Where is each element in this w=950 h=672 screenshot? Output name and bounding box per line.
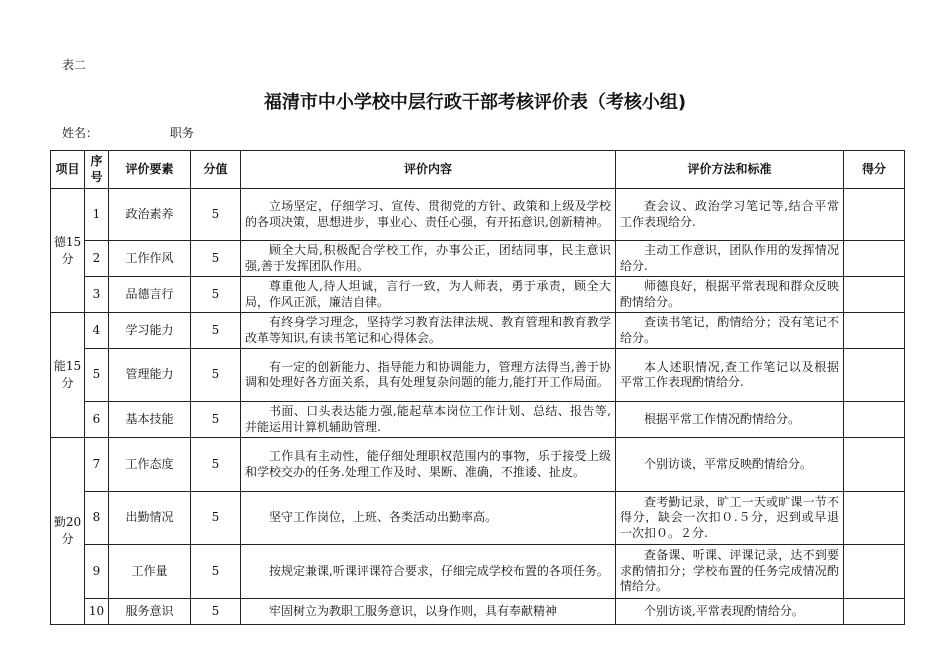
method-cell: 查备课、听课、评课记录，达不到要求酌情扣分；学校布置的任务完成情况酌情给分。 xyxy=(616,545,844,599)
evaluation-table xyxy=(50,150,905,625)
element-cell: 政治素养 xyxy=(109,189,191,241)
table-row xyxy=(51,438,905,492)
content-cell: 立场坚定，仔细学习、宣传、贯彻党的方针、政策和上级及学校的各项决策，思想进步，事业心、责任心强，有开拓意识,创新精神。 xyxy=(241,189,616,241)
seq-cell: 2 xyxy=(85,241,109,277)
table-label: 表二 xyxy=(62,58,87,72)
group-cell-neng: 能15分 xyxy=(51,313,85,438)
seq-cell: 4 xyxy=(85,313,109,349)
seq-cell: 8 xyxy=(85,492,109,545)
page-title: 福清市中小学校中层行政干部考核评价表（考核小组) xyxy=(263,92,687,113)
result-cell[interactable] xyxy=(844,241,905,277)
result-cell[interactable] xyxy=(844,189,905,241)
table-row xyxy=(51,599,905,625)
content-cell: 按规定兼课,听课评课符合要求，仔细完成学校布置的各项任务。 xyxy=(241,545,616,599)
element-cell: 出勤情况 xyxy=(109,492,191,545)
header-seq: 序号 xyxy=(85,151,109,189)
name-label: 姓名： xyxy=(62,126,99,140)
method-cell: 本人述职情况,查工作笔记以及根据平常工作表现酌情给分. xyxy=(616,349,844,402)
header-method: 评价方法和标准 xyxy=(616,151,844,189)
content-cell: 工作具有主动性，能仔细处理职权范围内的事物，乐于接受上级和学校交办的任务.处理工作及时、果断、准确，不推诿、扯皮。 xyxy=(241,438,616,492)
content-cell: 坚守工作岗位，上班、各类活动出勤率高。 xyxy=(241,492,616,545)
table-row xyxy=(51,277,905,313)
table-row xyxy=(51,313,905,349)
score-cell: 5 xyxy=(191,545,241,599)
result-cell[interactable] xyxy=(844,313,905,349)
score-cell: 5 xyxy=(191,402,241,438)
seq-cell: 1 xyxy=(85,189,109,241)
header-element: 评价要素 xyxy=(109,151,191,189)
name-job-line xyxy=(62,124,194,141)
score-cell: 5 xyxy=(191,189,241,241)
element-cell: 服务意识 xyxy=(109,599,191,625)
method-cell: 个别访谈，平常反映酌情给分。 xyxy=(616,438,844,492)
score-cell: 5 xyxy=(191,599,241,625)
seq-cell: 5 xyxy=(85,349,109,402)
seq-cell: 10 xyxy=(85,599,109,625)
score-cell: 5 xyxy=(191,277,241,313)
content-cell: 牢固树立为教职工服务意识，以身作则，具有奉献精神 xyxy=(241,599,616,625)
job-label: 职务 xyxy=(169,126,194,140)
result-cell[interactable] xyxy=(844,402,905,438)
seq-cell: 7 xyxy=(85,438,109,492)
score-cell: 5 xyxy=(191,438,241,492)
table-row xyxy=(51,545,905,599)
header-result: 得分 xyxy=(844,151,905,189)
element-cell: 学习能力 xyxy=(109,313,191,349)
method-cell: 个别访谈,平常表现酌情给分。 xyxy=(616,599,844,625)
score-cell: 5 xyxy=(191,492,241,545)
content-cell: 有终身学习理念，坚持学习教育法律法规、教育管理和教育教学改革等知识,有读书笔记和心得体会。 xyxy=(241,313,616,349)
method-cell: 师德良好，根据平常表现和群众反映酌情给分。 xyxy=(616,277,844,313)
result-cell[interactable] xyxy=(844,599,905,625)
score-cell: 5 xyxy=(191,241,241,277)
method-cell: 查考勤记录，旷工一天或旷课一节不得分，缺会一次扣０.５分，迟到或早退一次扣０。２分. xyxy=(616,492,844,545)
element-cell: 工作作风 xyxy=(109,241,191,277)
table-row xyxy=(51,349,905,402)
method-cell: 查会议、政治学习笔记等,结合平常工作表现给分. xyxy=(616,189,844,241)
element-cell: 基本技能 xyxy=(109,402,191,438)
result-cell[interactable] xyxy=(844,545,905,599)
result-cell[interactable] xyxy=(844,349,905,402)
table-row xyxy=(51,492,905,545)
element-cell: 工作量 xyxy=(109,545,191,599)
group-cell-de: 德15分 xyxy=(51,189,85,313)
method-cell: 根据平常工作情况酌情给分。 xyxy=(616,402,844,438)
result-cell[interactable] xyxy=(844,277,905,313)
seq-cell: 3 xyxy=(85,277,109,313)
header-row xyxy=(51,151,905,189)
result-cell[interactable] xyxy=(844,492,905,545)
table-row xyxy=(51,189,905,241)
header-content: 评价内容 xyxy=(241,151,616,189)
element-cell: 工作态度 xyxy=(109,438,191,492)
header-project: 项目 xyxy=(51,151,85,189)
table-row xyxy=(51,241,905,277)
content-cell: 有一定的创新能力、指导能力和协调能力，管理方法得当,善于协调和处理好各方面关系，具有处理复杂问题的能力,能打开工作局面。 xyxy=(241,349,616,402)
seq-cell: 6 xyxy=(85,402,109,438)
element-cell: 品德言行 xyxy=(109,277,191,313)
method-cell: 主动工作意识，团队作用的发挥情况给分. xyxy=(616,241,844,277)
table-row xyxy=(51,402,905,438)
score-cell: 5 xyxy=(191,313,241,349)
result-cell[interactable] xyxy=(844,438,905,492)
method-cell: 查读书笔记，酌情给分；没有笔记不给分。 xyxy=(616,313,844,349)
score-cell: 5 xyxy=(191,349,241,402)
group-cell-qin: 勤20分 xyxy=(51,438,85,625)
element-cell: 管理能力 xyxy=(109,349,191,402)
content-cell: 尊重他人,待人坦诚，言行一致，为人师表，勇于承责，顾全大局，作风正派，廉洁自律。 xyxy=(241,277,616,313)
content-cell: 顾全大局,积极配合学校工作，办事公正，团结同事，民主意识强,善于发挥团队作用。 xyxy=(241,241,616,277)
seq-cell: 9 xyxy=(85,545,109,599)
content-cell: 书面、口头表达能力强,能起草本岗位工作计划、总结、报告等,并能运用计算机辅助管理. xyxy=(241,402,616,438)
header-score: 分值 xyxy=(191,151,241,189)
